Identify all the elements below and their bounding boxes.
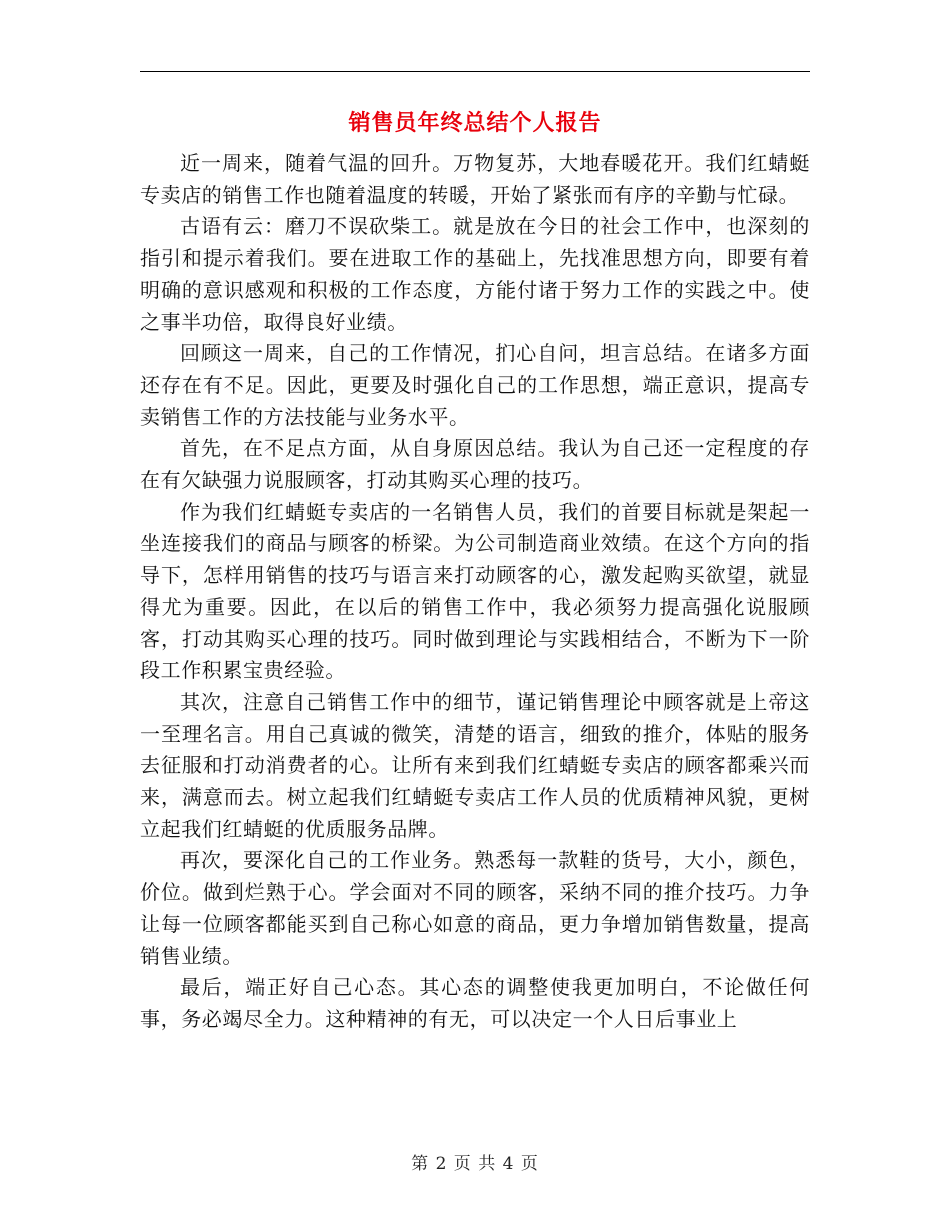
paragraph-6: 其次，注意自己销售工作中的细节，谨记销售理论中顾客就是上帝这一至理名言。用自己真诚的微笑，清楚的语言，细致的推介，体贴的服务去征服和打动消费者的心。让所有来到我们红蜻蜓专卖店的顾客都乘兴而来，满意而去。树立起我们红蜻蜓专卖店工作人员的优质精神风貌，更树立起我们红蜻蜓的优质服务品牌。 xyxy=(140,689,810,841)
paragraph-2: 古语有云：磨刀不误砍柴工。就是放在今日的社会工作中，也深刻的指引和提示着我们。要在进取工作的基础上，先找准思想方向，即要有着明确的意识感观和积极的工作态度，方能付诸于努力工作的实践之中。使之事半功倍，取得良好业绩。 xyxy=(140,214,810,334)
paragraph-7: 再次，要深化自己的工作业务。熟悉每一款鞋的货号，大小，颜色，价位。做到烂熟于心。学会面对不同的顾客，采纳不同的推介技巧。力争让每一位顾客都能买到自己称心如意的商品，更力争增加销售数量，提高销售业绩。 xyxy=(140,848,810,968)
paragraph-5: 作为我们红蜻蜓专卖店的一名销售人员，我们的首要目标就是架起一坐连接我们的商品与顾客的桥梁。为公司制造商业效绩。在这个方向的指导下，怎样用销售的技巧与语言来打动顾客的心，激发起购买欲望，就显得尤为重要。因此，在以后的销售工作中，我必须努力提高强化说服顾客，打动其购买心理的技巧。同时做到理论与实践相结合，不断为下一阶段工作积累宝贵经验。 xyxy=(140,499,810,683)
document-body xyxy=(140,148,810,1036)
page-number-footer: 第 2 页 共 4 页 xyxy=(411,1154,539,1174)
paragraph-3: 回顾这一周来，自己的工作情况，扪心自问，坦言总结。在诸多方面还存在有不足。因此，更要及时强化自己的工作思想，端正意识，提高专卖销售工作的方法技能与业务水平。 xyxy=(140,341,810,429)
document-title: 销售员年终总结个人报告 xyxy=(348,111,602,136)
paragraph-4: 首先，在不足点方面，从自身原因总结。我认为自己还一定程度的存在有欠缺强力说服顾客，打动其购买心理的技巧。 xyxy=(140,436,810,493)
paragraph-8: 最后，端正好自己心态。其心态的调整使我更加明白，不论做任何事，务必竭尽全力。这种精神的有无，可以决定一个人日后事业上 xyxy=(140,975,810,1031)
paragraph-1: 近一周来，随着气温的回升。万物复苏，大地春暖花开。我们红蜻蜓专卖店的销售工作也随着温度的转暖，开始了紧张而有序的辛勤与忙碌。 xyxy=(140,151,810,207)
header-rule xyxy=(140,71,810,72)
